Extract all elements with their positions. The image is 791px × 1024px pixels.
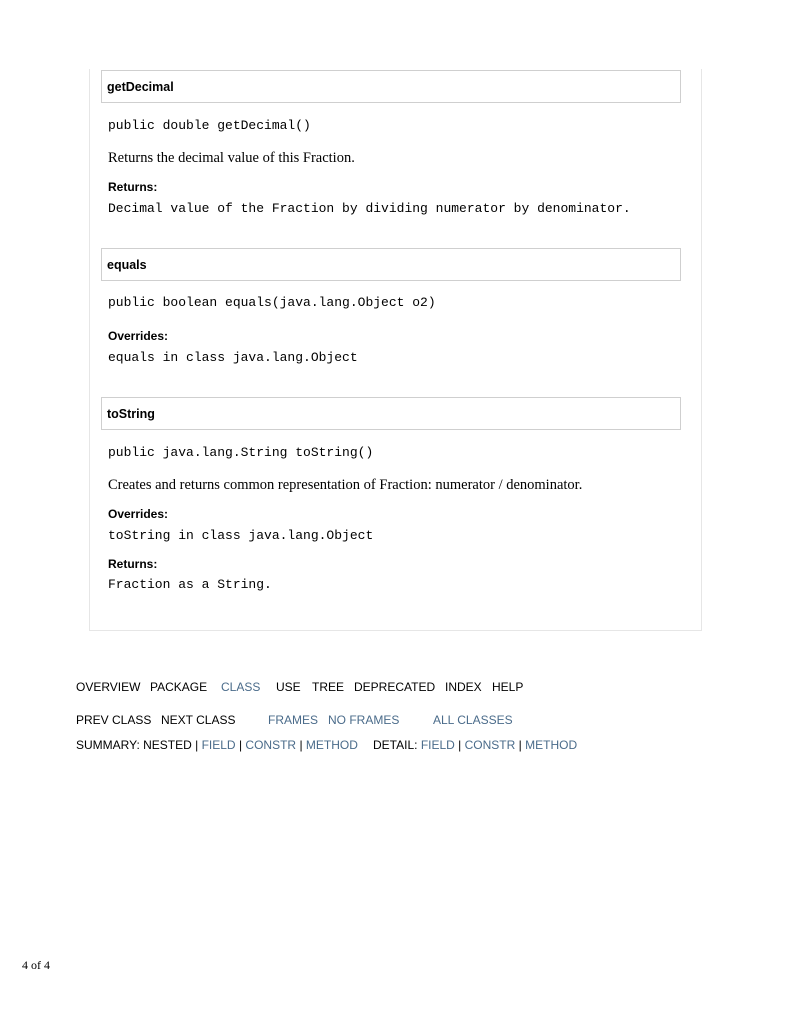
nav-tree[interactable]: TREE: [312, 680, 345, 694]
detail-row: [373, 738, 577, 752]
method-header-equals: [101, 248, 681, 281]
summary-row: [76, 738, 358, 752]
nav-overview[interactable]: OVERVIEW: [76, 680, 141, 694]
returns-value: Decimal value of the Fraction by dividing numerator by denominator.: [108, 201, 631, 216]
separator: |: [299, 738, 303, 752]
method-signature: public boolean equals(java.lang.Object o2): [108, 295, 436, 310]
detail-field-link[interactable]: FIELD: [420, 738, 455, 752]
method-header-getdecimal: [101, 70, 681, 103]
nav-help[interactable]: HELP: [492, 680, 524, 694]
overrides-value: toString in class java.lang.Object: [108, 528, 374, 543]
summary-field-link[interactable]: FIELD: [201, 738, 236, 752]
method-description: Creates and returns common representation of Fraction: numerator / denominator.: [108, 477, 583, 493]
summary-method-link[interactable]: METHOD: [305, 738, 358, 752]
method-signature: public double getDecimal(): [108, 118, 311, 133]
returns-label: Returns:: [108, 557, 158, 571]
separator: |: [458, 738, 462, 752]
all-classes-link[interactable]: ALL CLASSES: [433, 713, 513, 727]
summary-constr-link[interactable]: CONSTR: [245, 738, 297, 752]
nav-index[interactable]: INDEX: [445, 680, 482, 694]
method-detail-panel: [89, 69, 702, 631]
returns-value: Fraction as a String.: [108, 577, 272, 592]
method-name: toString: [107, 407, 155, 421]
summary-label: SUMMARY: NESTED |: [76, 738, 199, 752]
method-signature: public java.lang.String toString(): [108, 445, 374, 460]
method-description: Returns the decimal value of this Fraction.: [108, 150, 355, 166]
detail-method-link[interactable]: METHOD: [525, 738, 578, 752]
method-name: equals: [107, 258, 147, 272]
method-header-tostring: [101, 397, 681, 430]
separator: |: [238, 738, 243, 752]
nav-deprecated[interactable]: DEPRECATED: [354, 680, 436, 694]
overrides-label: Overrides:: [108, 329, 169, 343]
returns-label: Returns:: [108, 180, 158, 194]
overrides-label: Overrides:: [108, 507, 169, 521]
prev-class[interactable]: PREV CLASS: [76, 713, 152, 727]
page-number: 4 of 4: [22, 958, 50, 972]
method-name: getDecimal: [107, 80, 174, 94]
nav-package[interactable]: PACKAGE: [150, 680, 208, 694]
nav-use[interactable]: USE: [276, 680, 301, 694]
separator: |: [518, 738, 522, 752]
detail-constr-link[interactable]: CONSTR: [464, 738, 516, 752]
frames-link[interactable]: FRAMES: [268, 713, 319, 727]
overrides-value: equals in class java.lang.Object: [108, 350, 358, 365]
nav-class[interactable]: CLASS: [221, 680, 261, 694]
detail-label: DETAIL:: [373, 738, 418, 752]
next-class[interactable]: NEXT CLASS: [161, 713, 236, 727]
no-frames-link[interactable]: NO FRAMES: [328, 713, 400, 727]
